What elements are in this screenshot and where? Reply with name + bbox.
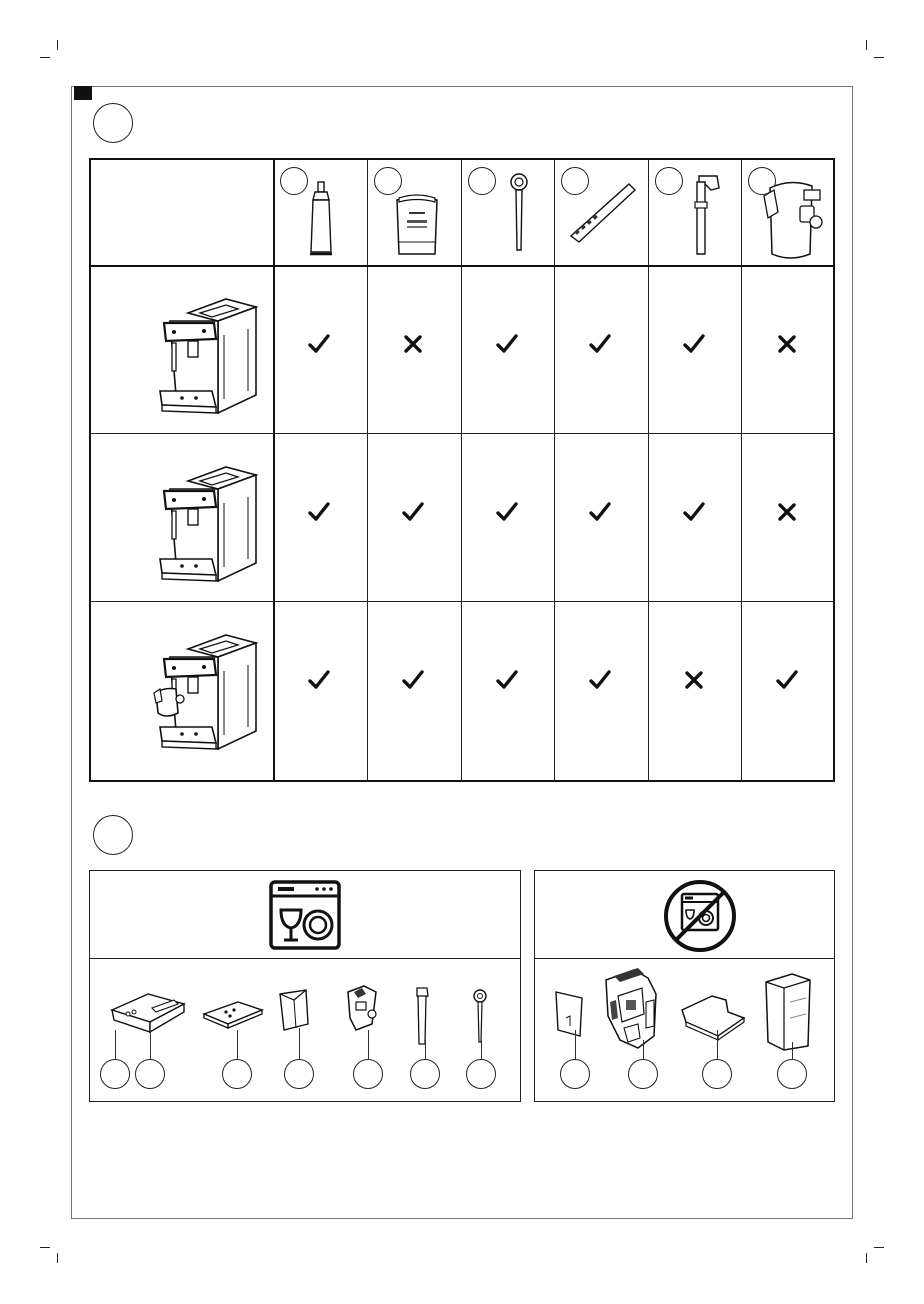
crop-mark — [866, 1253, 867, 1263]
cross-mark-icon — [402, 333, 424, 355]
bean-hopper-lid-icon — [678, 992, 748, 1044]
crop-mark — [40, 57, 50, 58]
part-number-circle — [628, 1059, 658, 1089]
leader-line — [150, 1030, 151, 1059]
check-mark-icon — [683, 501, 705, 523]
section-marker-1 — [93, 103, 133, 143]
leader-line — [368, 1030, 369, 1059]
check-mark-icon — [496, 669, 518, 691]
check-mark-icon — [308, 501, 330, 523]
water-tank-icon — [762, 972, 814, 1052]
part-number-circle — [466, 1059, 496, 1089]
leader-line — [643, 1040, 644, 1059]
section-marker-2 — [93, 815, 133, 855]
coffee-grounds-container-icon — [276, 988, 312, 1034]
check-mark-icon — [589, 501, 611, 523]
crop-mark — [874, 1247, 884, 1248]
check-mark-icon — [589, 669, 611, 691]
accessory-number-circle — [468, 167, 496, 195]
part-number-circle — [222, 1059, 252, 1089]
part-number-circle — [353, 1059, 383, 1089]
crop-mark — [40, 1247, 50, 1248]
coffee-machine-icon — [152, 463, 264, 595]
check-mark-icon — [589, 333, 611, 355]
leader-line — [299, 1028, 300, 1059]
part-number-circle — [777, 1059, 807, 1089]
panel-icon — [552, 988, 586, 1040]
check-mark-icon — [496, 501, 518, 523]
crop-mark — [57, 40, 58, 50]
part-number-circle — [284, 1059, 314, 1089]
water-filter-icon — [393, 192, 441, 258]
leader-line — [575, 1030, 576, 1059]
box-divider — [534, 958, 835, 959]
measuring-scoop-icon — [506, 172, 532, 254]
brew-group-icon — [598, 966, 662, 1052]
part-number-circle — [100, 1059, 130, 1089]
accessory-number-circle — [655, 167, 683, 195]
part-number-circle — [702, 1059, 732, 1089]
check-mark-icon — [308, 333, 330, 355]
leader-line — [115, 1030, 116, 1059]
leader-line — [425, 1040, 426, 1059]
part-number-circle — [560, 1059, 590, 1089]
milk-tube-icon — [412, 986, 432, 1048]
leader-line — [792, 1042, 793, 1059]
check-mark-icon — [496, 333, 518, 355]
no-dishwasher-icon — [662, 878, 738, 954]
accessory-number-circle — [280, 167, 308, 195]
leader-line — [237, 1030, 238, 1059]
check-mark-icon — [402, 669, 424, 691]
corner-marker — [74, 86, 92, 100]
check-mark-icon — [402, 501, 424, 523]
lubricant-tube-icon — [307, 180, 337, 260]
leader-line — [481, 1040, 482, 1059]
cross-mark-icon — [683, 669, 705, 691]
drip-tray-cover-icon — [200, 998, 266, 1034]
cross-mark-icon — [776, 501, 798, 523]
drip-tray-icon — [108, 990, 188, 1036]
water-hardness-test-strip-icon — [567, 182, 637, 244]
cross-mark-icon — [776, 333, 798, 355]
milk-frother-icon — [342, 984, 382, 1038]
crop-mark — [866, 40, 867, 50]
milk-jug-icon — [760, 176, 824, 262]
part-number-circle — [410, 1059, 440, 1089]
milk-tube-icon — [683, 172, 723, 258]
accessory-number-circle — [374, 167, 402, 195]
coffee-machine-icon — [152, 295, 264, 427]
dishwasher-icon — [269, 880, 341, 950]
part-number-circle — [135, 1059, 165, 1089]
check-mark-icon — [776, 669, 798, 691]
box-divider — [89, 958, 521, 959]
check-mark-icon — [683, 333, 705, 355]
measuring-scoop-icon — [471, 988, 489, 1046]
crop-mark — [57, 1253, 58, 1263]
coffee-machine-with-milk-jug-icon — [152, 631, 264, 763]
leader-line — [717, 1030, 718, 1059]
crop-mark — [874, 57, 884, 58]
check-mark-icon — [308, 669, 330, 691]
